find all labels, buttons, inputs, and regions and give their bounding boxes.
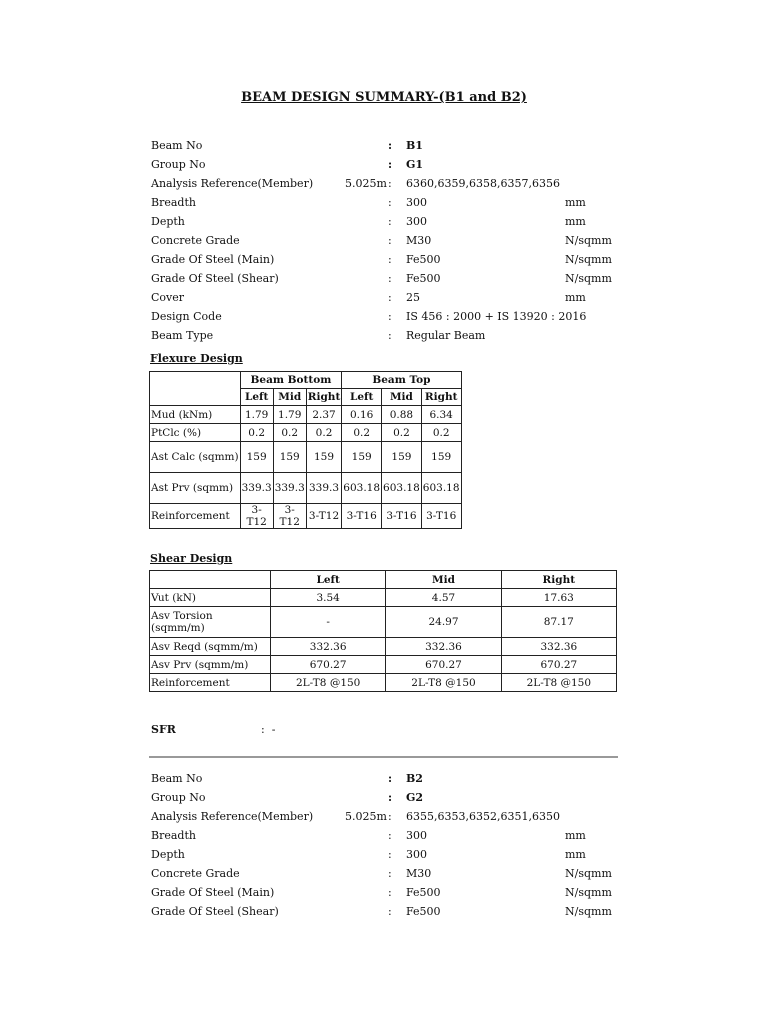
table-row bbox=[150, 424, 462, 442]
info-value: 25 bbox=[406, 291, 420, 304]
info-value: Fe500 bbox=[406, 905, 441, 918]
info-unit: N/sqmm bbox=[565, 886, 612, 899]
table-row bbox=[150, 473, 462, 504]
flexure-cell: 1.79 bbox=[273, 406, 306, 424]
section-divider bbox=[149, 756, 618, 758]
table-row bbox=[150, 607, 617, 638]
flexure-cell: 6.34 bbox=[421, 406, 461, 424]
shear-cell: 332.36 bbox=[501, 638, 616, 656]
table-row bbox=[150, 656, 617, 674]
flexure-corner-cell bbox=[150, 372, 241, 406]
info-label: Grade Of Steel (Shear) bbox=[151, 905, 279, 918]
info-label: Grade Of Steel (Main) bbox=[151, 886, 275, 899]
flexure-cell: 3-T12 bbox=[306, 504, 342, 529]
info-unit: N/sqmm bbox=[565, 253, 612, 266]
info-colon: : bbox=[388, 253, 392, 266]
info-value: 300 bbox=[406, 215, 427, 228]
info-colon: : bbox=[388, 772, 393, 785]
page-title: BEAM DESIGN SUMMARY-(B1 and B2) bbox=[241, 90, 527, 105]
info-value: M30 bbox=[406, 234, 432, 247]
flexure-cell: 603.18 bbox=[421, 473, 461, 504]
shear-cell: 2L-T8 @150 bbox=[386, 674, 501, 692]
info-colon: : bbox=[388, 177, 392, 190]
info-label: Depth bbox=[151, 848, 185, 861]
info-value: G2 bbox=[406, 791, 424, 804]
shear-header: Right bbox=[501, 571, 616, 589]
flexure-cell: 0.2 bbox=[306, 424, 342, 442]
shear-cell: 670.27 bbox=[386, 656, 501, 674]
flexure-cell: 159 bbox=[306, 442, 342, 473]
flexure-cell: 159 bbox=[240, 442, 273, 473]
shear-heading: Shear Design bbox=[150, 552, 233, 565]
table-row bbox=[150, 504, 462, 529]
info-unit: N/sqmm bbox=[565, 234, 612, 247]
flexure-cell: 159 bbox=[421, 442, 461, 473]
info-label: Design Code bbox=[151, 310, 222, 323]
shear-cell: 332.36 bbox=[271, 638, 386, 656]
table-row bbox=[150, 638, 617, 656]
info-unit: mm bbox=[565, 829, 586, 842]
info-label: Grade Of Steel (Main) bbox=[151, 253, 275, 266]
table-row bbox=[150, 674, 617, 692]
info-colon: : bbox=[388, 867, 392, 880]
info-unit: mm bbox=[565, 196, 586, 209]
shear-row-label: Reinforcement bbox=[150, 674, 271, 692]
flexure-cell: 603.18 bbox=[382, 473, 422, 504]
info-value: B1 bbox=[406, 139, 423, 152]
flexure-row-label: Mud (kNm) bbox=[150, 406, 241, 424]
shear-cell: 17.63 bbox=[501, 589, 616, 607]
shear-cell: 24.97 bbox=[386, 607, 501, 638]
info-label: Grade Of Steel (Shear) bbox=[151, 272, 279, 285]
flexure-row-label: PtClc (%) bbox=[150, 424, 241, 442]
shear-cell: 4.57 bbox=[386, 589, 501, 607]
flexure-cell: 339.3 bbox=[306, 473, 342, 504]
flexure-row-label: Reinforcement bbox=[150, 504, 241, 529]
info-colon: : bbox=[388, 196, 392, 209]
shear-cell: 2L-T8 @150 bbox=[501, 674, 616, 692]
flexure-sub-header: Right bbox=[421, 389, 461, 406]
info-colon: : bbox=[388, 272, 392, 285]
info-extra: 5.025m bbox=[345, 177, 387, 190]
info-unit: N/sqmm bbox=[565, 905, 612, 918]
info-value: Regular Beam bbox=[406, 329, 486, 342]
info-label: Concrete Grade bbox=[151, 867, 240, 880]
flexure-cell: 159 bbox=[382, 442, 422, 473]
flexure-cell: 1.79 bbox=[240, 406, 273, 424]
flexure-cell: 3-T16 bbox=[421, 504, 461, 529]
flexure-cell: 339.3 bbox=[273, 473, 306, 504]
flexure-cell: 3-T12 bbox=[273, 504, 306, 529]
info-label: Breadth bbox=[151, 196, 196, 209]
flexure-cell: 3-T12 bbox=[240, 504, 273, 529]
info-label: Cover bbox=[151, 291, 185, 304]
shear-cell: 332.36 bbox=[386, 638, 501, 656]
info-value: 300 bbox=[406, 829, 427, 842]
flexure-sub-header: Mid bbox=[382, 389, 422, 406]
info-colon: : bbox=[388, 291, 392, 304]
shear-header: Mid bbox=[386, 571, 501, 589]
sfr-value-group bbox=[261, 723, 275, 736]
table-row bbox=[150, 442, 462, 473]
flexure-cell: 603.18 bbox=[342, 473, 382, 504]
info-colon: : bbox=[388, 139, 393, 152]
shear-cell: 87.17 bbox=[501, 607, 616, 638]
flexure-cell: 0.2 bbox=[273, 424, 306, 442]
flexure-cell: 159 bbox=[342, 442, 382, 473]
table-row bbox=[150, 406, 462, 424]
info-colon: : bbox=[388, 829, 392, 842]
info-extra: 5.025m bbox=[345, 810, 387, 823]
info-label: Group No bbox=[151, 158, 206, 171]
flexure-table bbox=[149, 371, 462, 529]
info-label: Beam Type bbox=[151, 329, 214, 342]
info-value: B2 bbox=[406, 772, 423, 785]
info-label: Depth bbox=[151, 215, 185, 228]
info-label: Concrete Grade bbox=[151, 234, 240, 247]
shear-cell: 2L-T8 @150 bbox=[271, 674, 386, 692]
shear-cell: 670.27 bbox=[271, 656, 386, 674]
flexure-sub-header: Mid bbox=[273, 389, 306, 406]
info-value: 300 bbox=[406, 848, 427, 861]
flexure-sub-header: Left bbox=[342, 389, 382, 406]
shear-header: Left bbox=[271, 571, 386, 589]
shear-row-label: Asv Reqd (sqmm/m) bbox=[150, 638, 271, 656]
sfr-row bbox=[151, 723, 276, 736]
flexure-cell: 0.2 bbox=[240, 424, 273, 442]
sfr-value: - bbox=[271, 723, 276, 736]
info-colon: : bbox=[388, 158, 393, 171]
info-value: G1 bbox=[406, 158, 424, 171]
info-colon: : bbox=[388, 791, 393, 804]
flexure-cell: 0.88 bbox=[382, 406, 422, 424]
info-value: IS 456 : 2000 + IS 13920 : 2016 bbox=[406, 310, 587, 323]
sfr-colon: : bbox=[261, 723, 265, 736]
flexure-cell: 2.37 bbox=[306, 406, 342, 424]
info-colon: : bbox=[388, 905, 392, 918]
info-value: Fe500 bbox=[406, 272, 441, 285]
flexure-cell: 0.2 bbox=[382, 424, 422, 442]
flexure-sub-header: Left bbox=[240, 389, 273, 406]
info-value: 6355,6353,6352,6351,6350 bbox=[406, 810, 560, 823]
flexure-sub-header: Right bbox=[306, 389, 342, 406]
info-label: Analysis Reference(Member) bbox=[151, 810, 314, 823]
info-label: Breadth bbox=[151, 829, 196, 842]
shear-cell: 3.54 bbox=[271, 589, 386, 607]
info-colon: : bbox=[388, 886, 392, 899]
info-value: 300 bbox=[406, 196, 427, 209]
info-value: Fe500 bbox=[406, 886, 441, 899]
info-value: 6360,6359,6358,6357,6356 bbox=[406, 177, 560, 190]
info-colon: : bbox=[388, 810, 392, 823]
info-unit: mm bbox=[565, 291, 586, 304]
info-colon: : bbox=[388, 848, 392, 861]
shear-corner-cell bbox=[150, 571, 271, 589]
sfr-label: SFR bbox=[151, 723, 176, 736]
shear-cell: - bbox=[271, 607, 386, 638]
info-colon: : bbox=[388, 310, 392, 323]
flexure-cell: 0.2 bbox=[342, 424, 382, 442]
info-unit: mm bbox=[565, 848, 586, 861]
flexure-cell: 159 bbox=[273, 442, 306, 473]
flexure-cell: 3-T16 bbox=[382, 504, 422, 529]
info-unit: N/sqmm bbox=[565, 867, 612, 880]
flexure-cell: 0.2 bbox=[421, 424, 461, 442]
table-row bbox=[150, 589, 617, 607]
flexure-cell: 0.16 bbox=[342, 406, 382, 424]
info-colon: : bbox=[388, 329, 392, 342]
flexure-heading: Flexure Design bbox=[150, 352, 243, 365]
info-label: Analysis Reference(Member) bbox=[151, 177, 314, 190]
flexure-row-label: Ast Prv (sqmm) bbox=[150, 473, 241, 504]
info-value: Fe500 bbox=[406, 253, 441, 266]
flexure-group-header: Beam Top bbox=[342, 372, 461, 389]
info-colon: : bbox=[388, 215, 392, 228]
info-colon: : bbox=[388, 234, 392, 247]
info-unit: N/sqmm bbox=[565, 272, 612, 285]
shear-cell: 670.27 bbox=[501, 656, 616, 674]
info-label: Group No bbox=[151, 791, 206, 804]
flexure-row-label: Ast Calc (sqmm) bbox=[150, 442, 241, 473]
flexure-group-header: Beam Bottom bbox=[240, 372, 342, 389]
info-unit: mm bbox=[565, 215, 586, 228]
shear-row-label: Asv Prv (sqmm/m) bbox=[150, 656, 271, 674]
shear-row-label: Vut (kN) bbox=[150, 589, 271, 607]
info-label: Beam No bbox=[151, 772, 203, 785]
info-value: M30 bbox=[406, 867, 432, 880]
flexure-cell: 3-T16 bbox=[342, 504, 382, 529]
shear-row-label: Asv Torsion (sqmm/m) bbox=[150, 607, 271, 638]
shear-table bbox=[149, 570, 617, 692]
flexure-cell: 339.3 bbox=[240, 473, 273, 504]
info-label: Beam No bbox=[151, 139, 203, 152]
